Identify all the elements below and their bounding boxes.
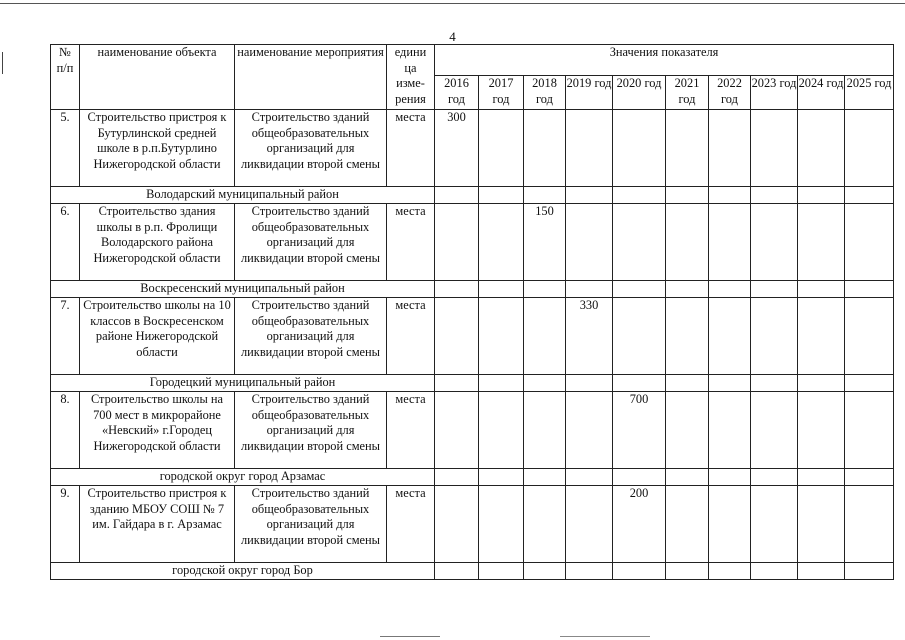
cell-value-9: [845, 298, 894, 375]
cell-value-0: 300: [435, 110, 479, 187]
table-row: [51, 298, 894, 375]
section-empty-cell: [798, 375, 845, 392]
section-label: городской округ город Бор: [51, 563, 435, 580]
section-empty-cell: [613, 187, 666, 204]
cell-value-5: [666, 392, 709, 469]
section-empty-cell: [709, 281, 751, 298]
header-year-2: 2018 год: [524, 76, 566, 110]
section-empty-cell: [845, 375, 894, 392]
section-empty-cell: [798, 563, 845, 580]
table-row: [51, 204, 894, 281]
cell-value-2: [524, 298, 566, 375]
table-body: [51, 110, 894, 580]
section-empty-cell: [751, 187, 798, 204]
section-label: городской округ город Арзамас: [51, 469, 435, 486]
cell-value-7: [751, 486, 798, 563]
header-unit: едини ца изме- рения: [387, 45, 435, 110]
header-year-0: 2016 год: [435, 76, 479, 110]
cell-value-4: [613, 298, 666, 375]
section-label: Воскресенский муниципальный район: [51, 281, 435, 298]
section-empty-cell: [566, 375, 613, 392]
cell-value-4: 200: [613, 486, 666, 563]
cell-value-5: [666, 486, 709, 563]
section-empty-cell: [751, 469, 798, 486]
section-empty-cell: [709, 469, 751, 486]
header-year-8: 2024 год: [798, 76, 845, 110]
cell-value-0: [435, 204, 479, 281]
cell-object: Строительство пристроя к Бутурлинской средней школе в р.п.Бутурлино Нижегородской области: [80, 110, 235, 187]
cell-value-8: [798, 110, 845, 187]
cell-measure: Строительство зданий общеобразовательных организаций для ликвидации второй смены: [235, 204, 387, 281]
cell-value-1: [479, 204, 524, 281]
table-row: [51, 110, 894, 187]
indicator-table: [50, 44, 894, 580]
section-label: Володарский муниципальный район: [51, 187, 435, 204]
cell-value-0: [435, 486, 479, 563]
cell-value-7: [751, 392, 798, 469]
section-empty-cell: [524, 375, 566, 392]
section-empty-cell: [798, 281, 845, 298]
section-empty-cell: [751, 563, 798, 580]
section-empty-cell: [613, 469, 666, 486]
section-empty-cell: [666, 375, 709, 392]
scan-bottom-line-2: [560, 636, 650, 637]
section-empty-cell: [666, 469, 709, 486]
cell-value-1: [479, 486, 524, 563]
header-num: № п/п: [51, 45, 80, 110]
cell-value-8: [798, 298, 845, 375]
section-empty-cell: [566, 469, 613, 486]
section-empty-cell: [845, 563, 894, 580]
section-empty-cell: [613, 563, 666, 580]
section-empty-cell: [613, 375, 666, 392]
section-empty-cell: [435, 563, 479, 580]
section-empty-cell: [435, 469, 479, 486]
cell-value-7: [751, 298, 798, 375]
header-measure: наименование мероприятия: [235, 45, 387, 110]
section-row: [51, 563, 894, 580]
cell-value-6: [709, 392, 751, 469]
cell-value-2: [524, 486, 566, 563]
section-empty-cell: [479, 563, 524, 580]
cell-unit: места: [387, 204, 435, 281]
section-empty-cell: [709, 563, 751, 580]
section-empty-cell: [435, 375, 479, 392]
header-year-7: 2023 год: [751, 76, 798, 110]
section-empty-cell: [666, 187, 709, 204]
cell-value-3: [566, 204, 613, 281]
section-empty-cell: [566, 187, 613, 204]
cell-value-1: [479, 110, 524, 187]
section-row: [51, 469, 894, 486]
cell-unit: места: [387, 392, 435, 469]
section-empty-cell: [709, 375, 751, 392]
cell-value-8: [798, 204, 845, 281]
section-empty-cell: [435, 281, 479, 298]
section-label: Городецкий муниципальный район: [51, 375, 435, 392]
section-empty-cell: [751, 375, 798, 392]
cell-value-2: [524, 392, 566, 469]
cell-value-3: [566, 110, 613, 187]
header-values: Значения показателя: [435, 45, 894, 76]
cell-value-4: [613, 110, 666, 187]
cell-value-8: [798, 486, 845, 563]
section-empty-cell: [479, 187, 524, 204]
table-row: [51, 486, 894, 563]
scan-left-mark: [2, 52, 3, 74]
cell-num: 7.: [51, 298, 80, 375]
cell-unit: места: [387, 298, 435, 375]
cell-value-8: [798, 392, 845, 469]
cell-object: Строительство здания школы в р.п. Фролищи Володарского района Нижегородской области: [80, 204, 235, 281]
section-empty-cell: [435, 187, 479, 204]
section-empty-cell: [709, 187, 751, 204]
section-empty-cell: [751, 281, 798, 298]
section-empty-cell: [524, 187, 566, 204]
cell-value-9: [845, 486, 894, 563]
header-year-9: 2025 год: [845, 76, 894, 110]
cell-measure: Строительство зданий общеобразовательных организаций для ликвидации второй смены: [235, 110, 387, 187]
section-empty-cell: [798, 469, 845, 486]
cell-num: 5.: [51, 110, 80, 187]
section-empty-cell: [666, 563, 709, 580]
cell-value-2: 150: [524, 204, 566, 281]
cell-value-5: [666, 204, 709, 281]
cell-object: Строительство школы на 700 мест в микрорайоне «Невский» г.Городец Нижегородской области: [80, 392, 235, 469]
table-row: [51, 392, 894, 469]
section-empty-cell: [524, 563, 566, 580]
cell-value-0: [435, 298, 479, 375]
cell-value-6: [709, 204, 751, 281]
cell-value-0: [435, 392, 479, 469]
cell-measure: Строительство зданий общеобразовательных организаций для ликвидации второй смены: [235, 298, 387, 375]
cell-value-2: [524, 110, 566, 187]
section-row: [51, 187, 894, 204]
section-empty-cell: [666, 281, 709, 298]
section-empty-cell: [524, 469, 566, 486]
cell-value-1: [479, 298, 524, 375]
section-empty-cell: [613, 281, 666, 298]
header-object: наименование объекта: [80, 45, 235, 110]
cell-value-1: [479, 392, 524, 469]
cell-value-3: 330: [566, 298, 613, 375]
section-empty-cell: [479, 281, 524, 298]
section-empty-cell: [479, 375, 524, 392]
section-empty-cell: [798, 187, 845, 204]
header-year-5: 2021 год: [666, 76, 709, 110]
section-empty-cell: [524, 281, 566, 298]
cell-value-4: 700: [613, 392, 666, 469]
cell-value-3: [566, 392, 613, 469]
header-year-1: 2017 год: [479, 76, 524, 110]
cell-unit: места: [387, 110, 435, 187]
scan-top-line: [0, 3, 905, 4]
cell-num: 9.: [51, 486, 80, 563]
cell-measure: Строительство зданий общеобразовательных организаций для ликвидации второй смены: [235, 392, 387, 469]
cell-num: 6.: [51, 204, 80, 281]
cell-value-7: [751, 204, 798, 281]
cell-value-9: [845, 204, 894, 281]
page-number: 4: [449, 29, 456, 44]
cell-object: Строительство школы на 10 классов в Воскресенском районе Нижегородской области: [80, 298, 235, 375]
section-row: [51, 375, 894, 392]
scan-bottom-line: [380, 636, 440, 637]
cell-value-3: [566, 486, 613, 563]
cell-value-4: [613, 204, 666, 281]
cell-object: Строительство пристроя к зданию МБОУ СОШ № 7 им. Гайдара в г. Арзамас: [80, 486, 235, 563]
cell-measure: Строительство зданий общеобразовательных организаций для ликвидации второй смены: [235, 486, 387, 563]
cell-value-6: [709, 298, 751, 375]
cell-value-9: [845, 110, 894, 187]
cell-unit: места: [387, 486, 435, 563]
cell-value-5: [666, 110, 709, 187]
cell-num: 8.: [51, 392, 80, 469]
cell-value-9: [845, 392, 894, 469]
cell-value-7: [751, 110, 798, 187]
section-empty-cell: [845, 469, 894, 486]
cell-value-5: [666, 298, 709, 375]
section-empty-cell: [845, 281, 894, 298]
cell-value-6: [709, 486, 751, 563]
section-empty-cell: [479, 469, 524, 486]
section-empty-cell: [566, 563, 613, 580]
section-empty-cell: [566, 281, 613, 298]
header-year-6: 2022 год: [709, 76, 751, 110]
section-empty-cell: [845, 187, 894, 204]
header-year-4: 2020 год: [613, 76, 666, 110]
cell-value-6: [709, 110, 751, 187]
header-year-3: 2019 год: [566, 76, 613, 110]
section-row: [51, 281, 894, 298]
